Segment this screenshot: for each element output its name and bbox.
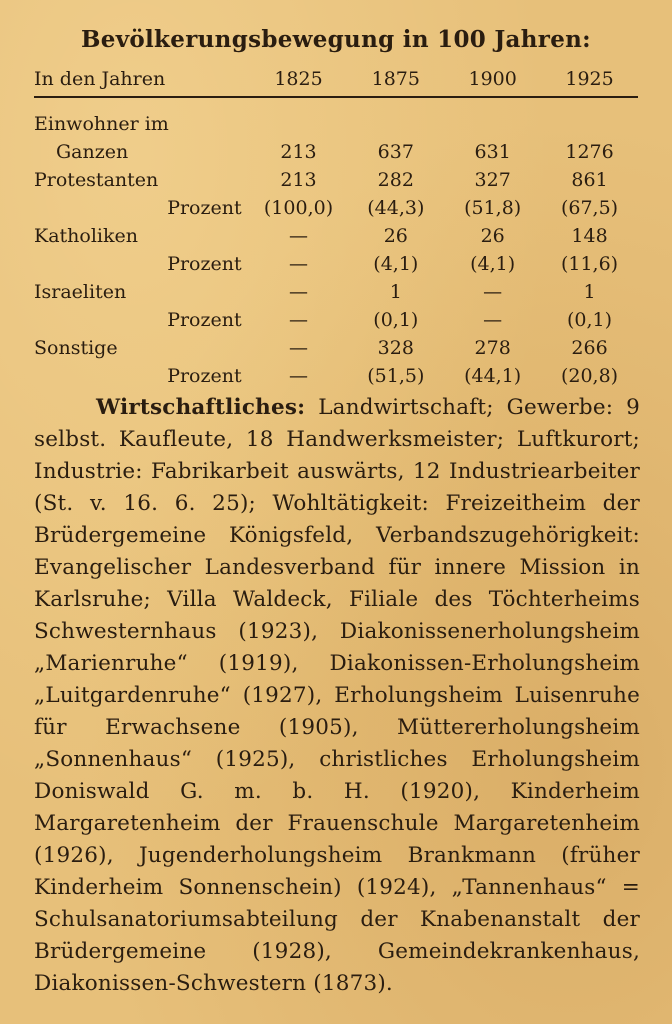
cell: 328 — [377, 337, 414, 359]
economy-paragraph — [34, 392, 640, 1000]
cell: (67,5) — [560, 197, 619, 219]
cell: 1 — [583, 281, 596, 303]
row-label: Prozent — [167, 197, 242, 219]
cell: — — [289, 281, 308, 303]
cell — [250, 110, 348, 138]
cell: 213 — [280, 141, 317, 163]
cell: — — [289, 253, 308, 275]
table-row — [34, 306, 638, 334]
cell — [444, 110, 541, 138]
cell: 637 — [377, 141, 414, 163]
row-label: Prozent — [167, 309, 242, 331]
year-header: 1925 — [541, 62, 638, 97]
row-label: Protestanten — [34, 169, 159, 191]
population-table — [34, 62, 638, 390]
row-label: Israeliten — [34, 281, 127, 303]
cell: 278 — [474, 337, 511, 359]
cell: (51,5) — [367, 365, 425, 387]
cell: (44,3) — [367, 197, 425, 219]
cell: 631 — [474, 141, 511, 163]
year-header: 1875 — [347, 62, 444, 97]
cell: 327 — [474, 169, 511, 191]
cell — [541, 110, 638, 138]
cell: — — [289, 337, 308, 359]
year-header: 1900 — [444, 62, 541, 97]
header-label: In den Jahren — [34, 62, 250, 97]
cell: 861 — [571, 169, 608, 191]
cell: 26 — [383, 225, 408, 247]
cell: 148 — [571, 225, 608, 247]
year-header: 1825 — [250, 62, 348, 97]
cell: 1 — [389, 281, 402, 303]
cell: (11,6) — [560, 253, 619, 275]
row-label: Prozent — [167, 253, 242, 275]
cell: (0,1) — [567, 309, 613, 331]
cell: (0,1) — [373, 309, 419, 331]
row-label: Katholiken — [34, 225, 138, 247]
page-title: Bevölkerungsbewegung in 100 Jahren: — [81, 26, 591, 53]
cell: 213 — [280, 169, 317, 191]
cell: (100,0) — [263, 197, 334, 219]
cell: — — [289, 365, 308, 387]
economy-text: Landwirtschaft; Gewerbe: 9 selbst. Kaufleute, 18 Handwerksmeister; Luftkurort; Industrie: Fabrikarbeit auswärts, 12 Industriearbeiter (St. v. 16. 6. 25); Wohltätigkeit: Freizeitheim der Brüdergemeine Königsfeld, Verbandszugehörigkeit: Evangelischer Landesverband für innere Mission in Karlsruhe; Villa Waldeck, Filiale des Töchterheims Schwesternhaus (1923), Diakonissenerholungsheim „Marienruhe“ (1919), Diakonissen-Erholungsheim „Luitgardenruhe“ (1927), Erholungsheim Luisenruhe für Erwachsene (1905), Müttererholungsheim „Sonnenhaus“ (1925), christliches Erholungsheim Doniswald G. m. b. H. (1920), Kinderheim Margaretenheim der Frauenschule Margaretenheim (1926), Jugenderholungsheim Brankmann (früher Kinderheim Sonnenschein) (1924), „Tannenhaus“ = Schulsanatoriumsabteilung der Knabenanstalt der Brüdergemeine (1928), Gemeindekrankenhaus, Diakonissen-Schwestern (1873). — [34, 395, 640, 996]
row-label: Prozent — [167, 365, 242, 387]
cell: — — [289, 309, 308, 331]
cell: (20,8) — [560, 365, 619, 387]
table-header-row — [34, 62, 638, 97]
cell: (4,1) — [373, 253, 419, 275]
table-row — [34, 194, 638, 222]
table-row — [34, 250, 638, 278]
table-row — [34, 334, 638, 362]
cell: — — [483, 309, 503, 331]
cell: 282 — [377, 169, 414, 191]
cell: 26 — [480, 225, 505, 247]
cell: (51,8) — [464, 197, 522, 219]
table-row — [34, 362, 638, 390]
cell: — — [483, 281, 503, 303]
row-label: Sonstige — [34, 337, 118, 359]
cell: (4,1) — [470, 253, 516, 275]
cell: 1276 — [565, 141, 614, 163]
table-row — [34, 166, 638, 194]
cell — [347, 110, 444, 138]
row-label: Einwohner im — [34, 113, 169, 135]
table-row — [34, 278, 638, 306]
table-row — [34, 110, 638, 138]
economy-heading: Wirtschaftliches: — [96, 395, 306, 420]
cell: 266 — [571, 337, 608, 359]
table-row — [34, 222, 638, 250]
row-label: Ganzen — [56, 141, 129, 163]
cell: — — [289, 225, 308, 247]
table-row — [34, 138, 638, 166]
cell: (44,1) — [464, 365, 522, 387]
